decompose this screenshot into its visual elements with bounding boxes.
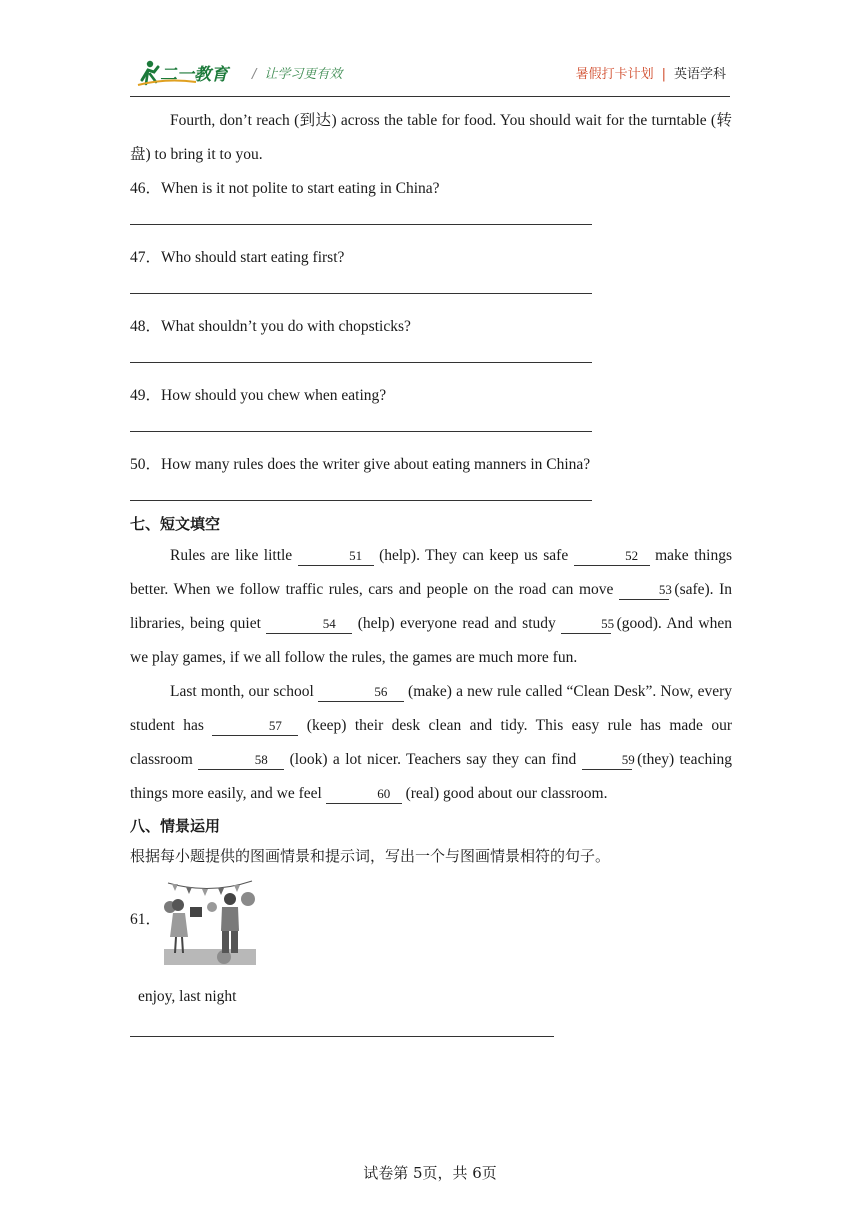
- blank-52[interactable]: 52: [574, 547, 650, 566]
- answer-line[interactable]: [130, 430, 592, 432]
- page-content: [130, 104, 732, 1037]
- passage-paragraph: Fourth, don’t reach (到达) across the table for food. You should wait for the turntable (转盘) to bring it to you.: [130, 112, 732, 163]
- cloze-text: (help). They can keep us safe: [373, 547, 574, 564]
- cloze-text: (look) a lot nicer. Teachers say they can find: [284, 751, 582, 768]
- party-illustration-icon: [164, 877, 256, 965]
- question-text: Who should start eating first?: [161, 249, 345, 266]
- question-number: 49．: [130, 387, 162, 404]
- cloze-text: (they) teaching things more easily, and we feel: [130, 751, 733, 802]
- question-number: 48．: [130, 318, 162, 335]
- header-plan: 暑假打卡计划: [575, 67, 654, 82]
- slogan-text: 让学习更有效: [264, 67, 343, 82]
- question-text: When is it not polite to start eating in China?: [161, 180, 440, 197]
- cloze-text: Last month, our school: [170, 683, 318, 700]
- question-50: [130, 448, 732, 501]
- header-separator: |: [661, 67, 666, 82]
- answer-line[interactable]: [130, 499, 592, 501]
- question-number: 50．: [130, 456, 162, 473]
- question-61: [130, 877, 732, 969]
- question-text: What shouldn’t you do with chopsticks?: [161, 318, 411, 335]
- page-header: [130, 52, 730, 96]
- blank-59[interactable]: 59: [582, 751, 632, 770]
- blank-51[interactable]: 51: [298, 547, 374, 566]
- answer-line[interactable]: [130, 223, 592, 225]
- cloze-text: make things better. When we follow traffic rules, cars and people on the road can move: [130, 547, 732, 598]
- blank-60[interactable]: 60: [326, 785, 402, 804]
- cloze-text: Rules are like little: [170, 547, 298, 564]
- blank-58[interactable]: 58: [198, 751, 284, 770]
- answer-line[interactable]: [130, 292, 592, 294]
- answer-line[interactable]: [130, 361, 592, 363]
- cloze-paragraph-2: [130, 675, 732, 811]
- cloze-text: (good). And when we play games, if we all follow the rules, the games are much more fun.: [130, 615, 732, 666]
- cloze-paragraph-1: [130, 539, 732, 675]
- section-7-title: 七、短文填空: [130, 515, 221, 533]
- blank-56[interactable]: 56: [318, 683, 404, 702]
- cloze-text: (help) everyone read and study: [352, 615, 562, 632]
- question-47: [130, 241, 732, 294]
- blank-53[interactable]: 53: [619, 581, 669, 600]
- question-49: [130, 379, 732, 432]
- blank-55[interactable]: 55: [561, 615, 611, 634]
- header-slogan: / 让学习更有效: [252, 67, 343, 82]
- header-subject: 英语学科: [673, 67, 726, 82]
- page-footer: 试卷第 5页，共 6页: [363, 1164, 497, 1182]
- blank-57[interactable]: 57: [212, 717, 298, 736]
- question-number: 46．: [130, 180, 162, 197]
- section-8-title: 八、情景运用: [130, 817, 221, 835]
- question-number: 47．: [130, 249, 162, 266]
- cloze-text: (safe). In libraries, being quiet: [130, 581, 732, 632]
- blank-54[interactable]: 54: [266, 615, 352, 634]
- cloze-text: (keep) their desk clean and tidy. This easy rule has made our classroom: [130, 717, 732, 768]
- question-48: [130, 310, 732, 363]
- question-46: [130, 172, 732, 225]
- question-61-hint: enjoy, last night: [138, 988, 237, 1005]
- cloze-text: (make) a new rule called “Clean Desk”. Now, every student has: [130, 683, 732, 734]
- question-number: 61．: [130, 911, 162, 928]
- logo-text: 二一教育: [160, 65, 228, 85]
- header-divider: [130, 96, 730, 97]
- cloze-text: (real) good about our classroom.: [401, 785, 608, 802]
- section-8-instruction: 根据每小题提供的图画情景和提示词，写出一个与图画情景相符的句子。: [130, 847, 611, 865]
- question-text: How should you chew when eating?: [161, 387, 387, 404]
- question-text: How many rules does the writer give about eating manners in China?: [161, 456, 591, 473]
- header-right: [576, 63, 726, 82]
- answer-line-61[interactable]: [130, 1035, 554, 1037]
